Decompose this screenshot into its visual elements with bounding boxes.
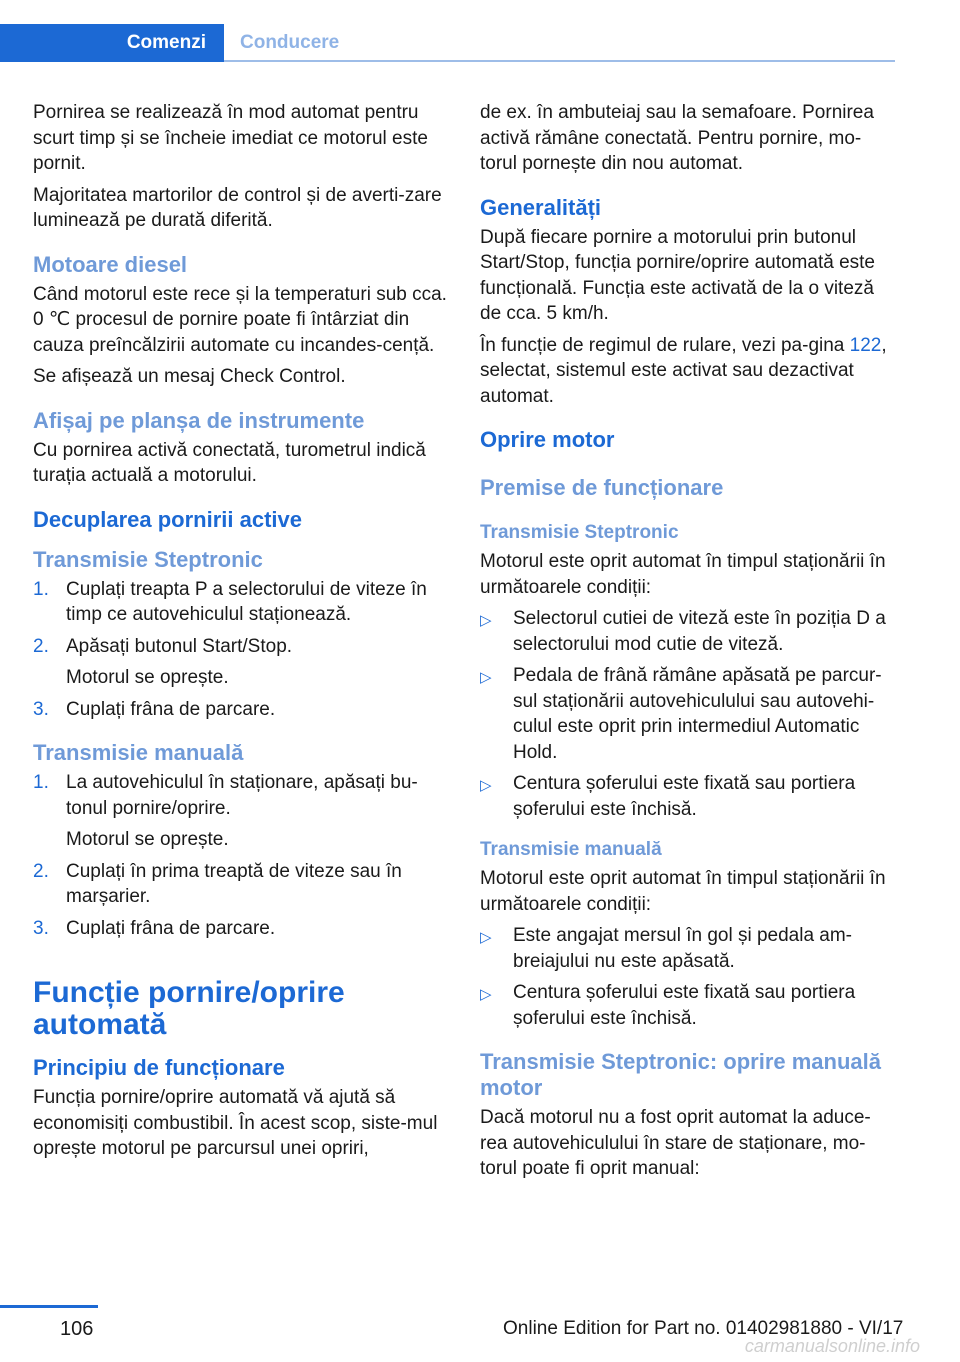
- paragraph: [480, 333, 898, 410]
- step-text: Cuplați în prima treaptă de viteze sau în marșarier.: [66, 860, 402, 907]
- right-column: [480, 100, 898, 1188]
- bullets-steptronic: [480, 606, 898, 822]
- watermark: carmanualsonline.info: [744, 1336, 920, 1356]
- step-result: Motorul se oprește.: [66, 829, 229, 850]
- bullet-text: Selectorul cutiei de viteză este în poziția D a selectorului mod cutie de viteză.: [513, 608, 886, 655]
- heading-oprire-manuala: Transmisie Steptronic: oprire manuală motor: [480, 1049, 882, 1100]
- edition-note: Online Edition for Part no. 01402981880 - VI/17: [503, 1318, 904, 1339]
- tab-underline: [224, 60, 895, 62]
- page-reference-link[interactable]: 122: [849, 334, 882, 356]
- list-item: [33, 859, 453, 910]
- paragraph-text: În funcție de regimul de rulare, vezi pa‐gina: [480, 334, 850, 356]
- heading-afisaj: Afișaj pe planșa de instrumente: [33, 407, 365, 433]
- list-item: [480, 923, 898, 974]
- paragraph: Motorul este oprit automat în timpul staționării în următoarele condiții:: [480, 551, 886, 598]
- page-number: 106: [60, 1318, 94, 1340]
- left-column: [33, 100, 453, 1168]
- paragraph: Când motorul este rece și la temperaturi sub cca. 0 ℃ procesul de pornire poate fi întârziat din cauza preîncălzirii automate cu incandes‐cență.: [33, 283, 447, 356]
- heading-generalitati: Generalități: [480, 194, 602, 220]
- triangle-bullet-icon: ▷: [480, 669, 492, 686]
- list-item: [480, 980, 898, 1031]
- heading-decuplare: Decuplarea pornirii active: [33, 506, 302, 532]
- list-item: [33, 770, 453, 853]
- step-text: Cuplați treapta P a selectorului de viteze în timp ce autovehiculul staționează.: [66, 578, 427, 625]
- heading-principiu: Principiu de funcționare: [33, 1055, 285, 1080]
- step-text: Cuplați frâna de parcare.: [66, 698, 276, 720]
- list-item: [480, 606, 898, 657]
- tab-conducere[interactable]: Conducere: [240, 32, 340, 53]
- footer-rule: [0, 1305, 98, 1308]
- paragraph: de ex. în ambuteiaj sau la semafoare. Pornirea activă rămâne conectată. Pentru pornire, mo‐torul pornește din nou automat.: [480, 102, 874, 174]
- step-number: 2.: [33, 860, 49, 882]
- bullet-text: Centura șoferului este fixată sau portiera șoferului este închisă.: [513, 982, 856, 1029]
- heading-functie-pornire-oprire: Funcție pornire/oprire automată: [33, 976, 345, 1041]
- step-text: Cuplați frâna de parcare.: [66, 917, 276, 939]
- bullets-manuala: [480, 923, 898, 1031]
- paragraph: Cu pornirea activă conectată, turometrul indică turația actuală a motorului.: [33, 439, 426, 486]
- chapter-tabbar: [0, 24, 895, 62]
- heading-transmisie-steptronic: Transmisie Steptronic: [480, 522, 679, 543]
- step-text: La autovehiculul în staționare, apăsați bu‐tonul pornire/oprire.: [66, 772, 418, 819]
- tab-comenzi[interactable]: Comenzi: [0, 24, 224, 62]
- steps-steptronic: [33, 577, 453, 723]
- triangle-bullet-icon: ▷: [480, 929, 492, 946]
- list-item: [480, 663, 898, 765]
- step-number: 1.: [33, 578, 49, 600]
- triangle-bullet-icon: ▷: [480, 986, 492, 1003]
- paragraph: Se afișează un mesaj Check Control.: [33, 366, 346, 387]
- triangle-bullet-icon: ▷: [480, 612, 492, 629]
- bullet-text: Este angajat mersul în gol și pedala am‐breiajului nu este apăsată.: [513, 925, 853, 972]
- step-number: 3.: [33, 917, 49, 939]
- paragraph: Dacă motorul nu a fost oprit automat la aduce‐rea autovehiculului în stare de staționare, mo‐torul poate fi oprit manual:: [480, 1107, 871, 1179]
- heading-premise: Premise de funcționare: [480, 475, 724, 500]
- paragraph: Motorul este oprit automat în timpul staționării în următoarele condiții:: [480, 868, 886, 915]
- paragraph: Pornirea se realizează în mod automat pentru scurt timp și se încheie imediat ce motorul este pornit.: [33, 102, 428, 174]
- bullet-text: Pedala de frână rămâne apăsată pe parcur‐sul staționării autovehiculului sau autovehi‐culul este oprit prin intermediul Automatic Hold.: [513, 665, 882, 763]
- step-number: 1.: [33, 772, 49, 793]
- bullet-text: Centura șoferului este fixată sau portiera șoferului este închisă.: [513, 773, 856, 820]
- paragraph-text: , selectat, sistemul este activat sau dezactivat automat.: [480, 334, 887, 407]
- step-number: 3.: [33, 698, 49, 720]
- list-item: [33, 577, 453, 628]
- step-text: Apăsați butonul Start/Stop.: [66, 635, 293, 657]
- list-item: [33, 697, 453, 723]
- paragraph: Majoritatea martorilor de control și de averti‐zare luminează pe durată diferită.: [33, 184, 442, 231]
- heading-transmisie-manuala: Transmisie manuală: [33, 740, 244, 765]
- steps-manuala: [33, 770, 453, 941]
- step-number: 2.: [33, 635, 49, 657]
- heading-transmisie-manuala: Transmisie manuală: [480, 839, 662, 860]
- step-result: Motorul se oprește.: [66, 667, 229, 688]
- list-item: [480, 771, 898, 822]
- heading-oprire-motor: Oprire motor: [480, 427, 615, 452]
- paragraph: Funcția pornire/oprire automată vă ajută să economisiți combustibil. În acest scop, siste‐mul oprește motorul pe parcursul unei opriri,: [33, 1087, 438, 1159]
- heading-motoare-diesel: Motoare diesel: [33, 251, 188, 277]
- list-item: [33, 634, 453, 691]
- triangle-bullet-icon: ▷: [480, 777, 492, 794]
- heading-transmisie-steptronic: Transmisie Steptronic: [33, 546, 263, 572]
- paragraph: După fiecare pornire a motorului prin butonul Start/Stop, funcția pornire/oprire automată este funcțională. Funcția este activată de la o viteză de cca. 5 km/h.: [480, 226, 875, 324]
- list-item: [33, 916, 453, 942]
